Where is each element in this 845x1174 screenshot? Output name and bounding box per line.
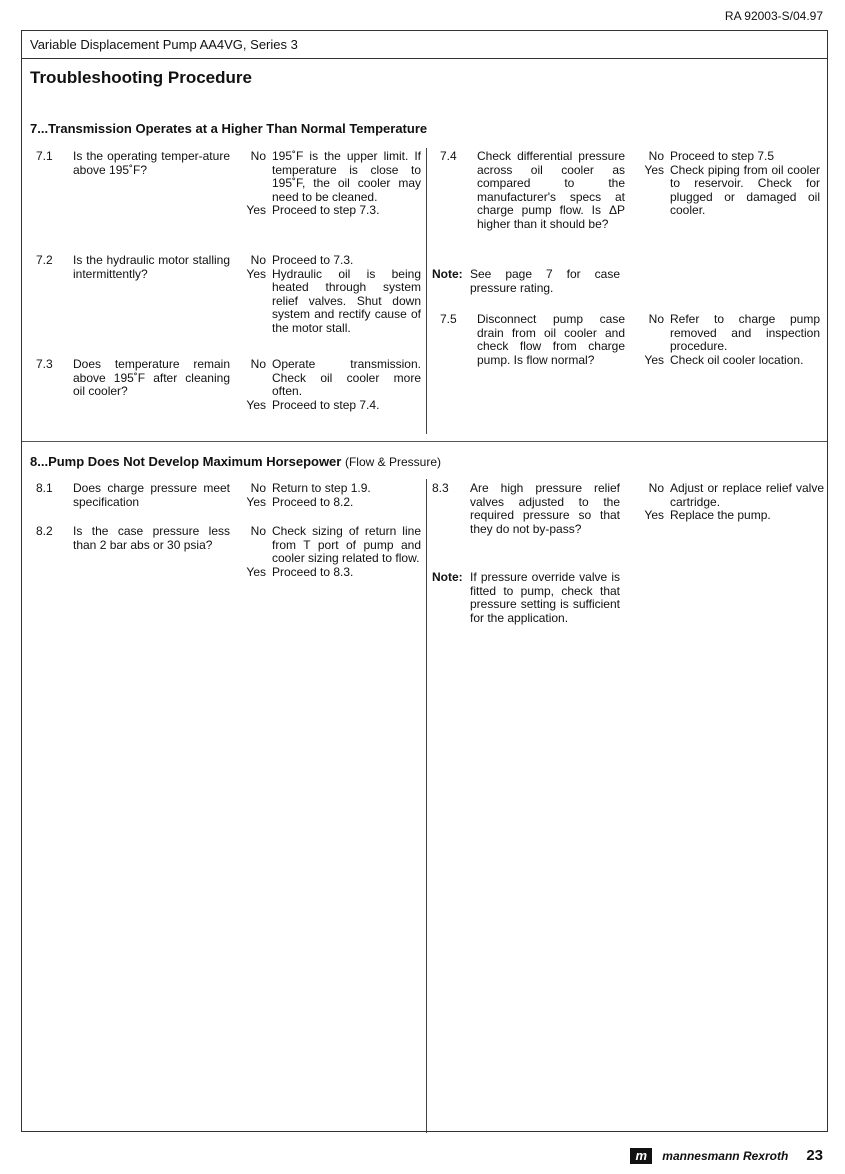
step-question: Does temperature remain above 195˚F after cleaning oil cooler? bbox=[73, 357, 230, 398]
no-text: Operate transmission. Check oil cooler more often. bbox=[272, 357, 421, 398]
yes-label: Yes bbox=[246, 564, 266, 579]
step-question: Disconnect pump case drain from oil cooler and check flow from charge pump. Is flow normal? bbox=[477, 312, 625, 367]
no-label: No bbox=[250, 149, 266, 163]
no-text: Proceed to 7.3. bbox=[272, 253, 354, 267]
page-title: Troubleshooting Procedure bbox=[30, 68, 252, 87]
step-question: Is the case pressure less than 2 bar abs or 30 psia? bbox=[73, 524, 230, 552]
step-number: 7.2 bbox=[36, 253, 53, 267]
footer bbox=[630, 1147, 823, 1164]
step-question: Check differential pressure across oil cooler as compared to the manufacturer's specs at charge pump flow. Is ΔP higher than it should be? bbox=[477, 149, 625, 231]
yes-label: Yes bbox=[644, 352, 664, 367]
yes-label: Yes bbox=[246, 203, 266, 217]
step-answers bbox=[231, 482, 421, 509]
section-8-title-text: 8...Pump Does Not Develop Maximum Horsepower bbox=[30, 454, 342, 469]
note-8 bbox=[432, 570, 622, 625]
product-title: Variable Displacement Pump AA4VG, Series 3 bbox=[30, 37, 298, 52]
section-divider bbox=[22, 441, 827, 442]
no-label: No bbox=[250, 357, 266, 371]
step-number: 8.3 bbox=[432, 481, 449, 495]
note-text: If pressure override valve is fitted to pump, check that pressure setting is sufficient for the application. bbox=[470, 570, 620, 625]
no-text: 195˚F is the upper limit. If temperature is close to 195˚F, the oil cooler may need to be cleaned. bbox=[272, 149, 421, 204]
column-divider bbox=[426, 148, 427, 434]
step-question: Is the operating temper-ature above 195˚F? bbox=[73, 149, 230, 177]
section-7-title: 7...Transmission Operates at a Higher Than Normal Temperature bbox=[30, 121, 428, 136]
step-number: 8.1 bbox=[36, 481, 53, 495]
yes-label: Yes bbox=[246, 266, 266, 281]
step-question: Is the hydraulic motor stalling intermittently? bbox=[73, 253, 230, 281]
note-7 bbox=[432, 267, 622, 295]
no-label: No bbox=[250, 253, 266, 267]
yes-text: Proceed to step 7.3. bbox=[272, 203, 380, 217]
brand-name: mannesmann Rexroth bbox=[662, 1148, 789, 1163]
yes-text: Proceed to 8.2. bbox=[272, 494, 354, 509]
step-question: Are high pressure relief valves adjusted to the required pressure so that they do not by-pass? bbox=[470, 481, 620, 536]
note-text: See page 7 for case pressure rating. bbox=[470, 267, 620, 295]
step-answers bbox=[231, 358, 421, 412]
step-question: Does charge pressure meet specification bbox=[73, 481, 230, 509]
step-number: 8.2 bbox=[36, 524, 53, 538]
yes-text: Check piping from oil cooler to reservoir. Check for plugged or damaged oil cooler. bbox=[670, 162, 820, 217]
yes-text: Replace the pump. bbox=[670, 508, 771, 522]
step-answers bbox=[231, 254, 421, 335]
yes-text: Check oil cooler location. bbox=[670, 352, 804, 367]
yes-label: Yes bbox=[246, 494, 266, 509]
yes-label: Yes bbox=[644, 508, 664, 522]
yes-label: Yes bbox=[246, 397, 266, 412]
page-frame bbox=[21, 30, 828, 1132]
step-answers bbox=[231, 525, 421, 579]
section-8-title bbox=[30, 454, 441, 469]
no-text: Adjust or replace relief valve cartridge. bbox=[670, 481, 824, 509]
no-text: Refer to charge pump removed and inspection procedure. bbox=[670, 312, 820, 353]
brand-logo-icon: m bbox=[630, 1148, 652, 1164]
no-label: No bbox=[250, 481, 266, 495]
section-8-title-note: (Flow & Pressure) bbox=[344, 455, 442, 469]
no-label: No bbox=[648, 149, 664, 163]
yes-label: Yes bbox=[644, 162, 664, 177]
header-divider bbox=[22, 58, 827, 59]
no-label: No bbox=[250, 524, 266, 538]
yes-text: Proceed to step 7.4. bbox=[272, 397, 380, 412]
doc-number: RA 92003-S/04.97 bbox=[724, 9, 823, 23]
page-number: 23 bbox=[806, 1147, 823, 1164]
no-label: No bbox=[648, 312, 664, 326]
step-number: 7.5 bbox=[440, 312, 457, 326]
column-divider bbox=[426, 479, 427, 1133]
no-text: Proceed to step 7.5 bbox=[670, 149, 775, 163]
step-answers bbox=[231, 150, 421, 218]
step-number: 7.3 bbox=[36, 357, 53, 371]
yes-text: Hydraulic oil is being heated through system relief valves. Shut down system and rectify cause of the motor stall. bbox=[272, 266, 421, 335]
step-answers bbox=[628, 313, 820, 367]
note-label: Note: bbox=[432, 267, 463, 281]
no-text: Check sizing of return line from T port of pump and cooler sizing related to flow. bbox=[272, 524, 421, 565]
step-answers bbox=[628, 150, 820, 218]
step-number: 7.4 bbox=[440, 149, 457, 163]
step-answers bbox=[628, 482, 824, 523]
yes-text: Proceed to 8.3. bbox=[272, 564, 354, 579]
note-label: Note: bbox=[432, 570, 463, 584]
no-text: Return to step 1.9. bbox=[272, 481, 371, 495]
step-number: 7.1 bbox=[36, 149, 53, 163]
no-label: No bbox=[648, 481, 664, 495]
